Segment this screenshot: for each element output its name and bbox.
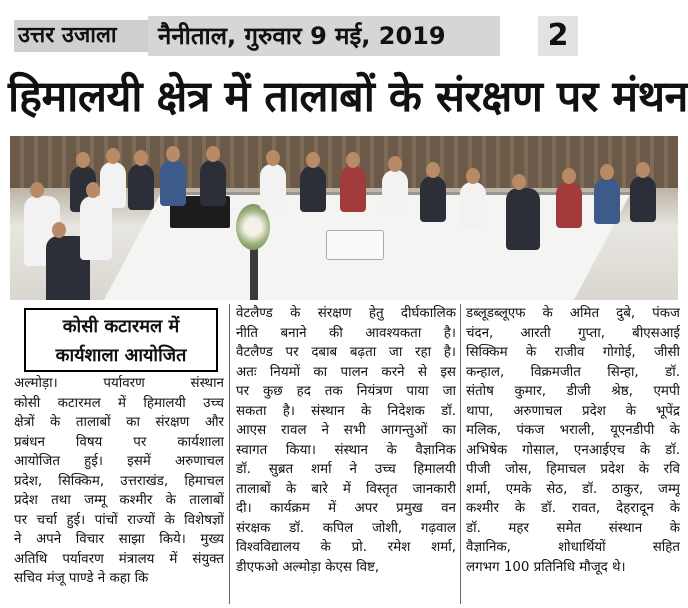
article-line: प्रबंधन विषय पर कार्यशाला [14,434,224,450]
photo-person [630,176,656,222]
article-line: वेटलैण्ड के संरक्षण हेतु दीर्घकालिक [236,306,456,321]
article-line: आयोजित हुई। इसमें अरुणाचल [14,454,224,469]
article-line: पीजी जोस, हिमाचल प्रदेश के रवि [466,462,680,477]
article-line: लगभग 100 प्रतिनिधि मौजूद थे। [466,559,626,575]
article-line: सकता है। संस्थान के निदेशक डॉ. [236,403,456,419]
article-line: अतः नियमों का पालन करने से इस [236,364,456,380]
photo-person [460,182,486,228]
article-column-1 [14,374,224,589]
sub-headline-box [24,308,218,372]
photo-person [594,178,620,224]
photo-person [200,160,226,206]
article-line: मलिक, पंकज भराली, यूएनडीपी के [466,423,680,438]
photo-person [160,160,186,206]
article-line: प्रदेश, सिक्किम, उत्तराखंड, हिमाचल [14,473,224,489]
article-line: शर्मा, एमके सेठ, डॉ. ठाकुर, जम्मू [466,481,680,497]
article-line: डॉ. सुब्रत शर्मा ने उच्च हिमालयी [236,462,456,477]
article-column-2 [236,304,456,577]
workshop-photo [10,136,678,300]
article-line: स्वागत किया। संस्थान के वैज्ञानिक [236,442,456,458]
article-line: संरक्षक डॉ. कपिल जोशी, गढ़वाल [236,520,456,536]
article-line: डॉ. महर समेत संस्थान के [466,520,680,536]
dateline: नैनीताल, गुरुवार 9 मई, 2019 [148,16,500,56]
photo-person [260,164,286,210]
article-line: कन्हाल, विक्रमजीत सिन्हा, डॉ. [466,364,680,380]
article-line: थापा, अरुणाचल प्रदेश के भूपेंद्र [466,403,680,419]
article-line: डीएफओ अल्मोड़ा केएस विष्ट, [236,559,380,575]
article-line: सचिव मंजू पाण्डे ने कहा कि [14,571,149,586]
article-line: कोसी कटारमल में हिमालयी उच्च [14,395,224,411]
article-line: प्रदेश तथा जम्मू कश्मीर के तालाबों [14,493,224,508]
photo-person [300,166,326,212]
photo-person [382,170,408,216]
article-line: सिक्किम के राजीव गोगोई, जीसी [466,345,680,360]
column-divider [229,304,230,604]
article-line: ने अपने विचार साझा किये। मुख्य [14,532,224,547]
article-line: दी। कार्यक्रम में अपर प्रमुख वन [236,501,456,516]
article-line: वैज्ञानिक, शोधार्थियों सहित [466,540,680,555]
newspaper-name: उत्तर उजाला [14,20,148,52]
column-divider [460,304,461,604]
photo-person [80,196,112,260]
article-line: अभिषेक गोसाल, एनआईएच के डॉ. [466,442,680,458]
masthead [8,14,680,58]
article-line: अतिथि पर्यावरण मंत्रालय में संयुक्त [14,551,224,567]
photo-person [420,176,446,222]
article-line: वैटलैण्ड पर दबाब बढ़ता जा रहा है। [236,345,456,360]
article-line: पर कुछ हद तक नियंत्रण पाया जा [236,384,456,399]
sub-headline-line2: कार्यशाला आयोजित [55,345,187,366]
article-line: डब्लूडब्लूएफ के अमित दुबे, पंकज [466,306,680,321]
article-line: विश्वविद्यालय के प्रो. रमेश शर्मा, [236,540,456,555]
page-number: 2 [538,16,578,56]
photo-person [556,182,582,228]
article-line: पर चर्चा हुई। पांचों राज्यों के विशेषज्ञों [14,512,224,528]
sub-headline-line1: कोसी कटारमल में [62,316,180,337]
photo-person [128,164,154,210]
photo-person [340,166,366,212]
article-line: कश्मीर के डॉ. रावत, देहरादून के [466,501,680,516]
article-line: आएस रावल ने सभी आगन्तुओं का [236,423,456,438]
article-line: क्षेत्रों के तालाबों का संरक्षण और [14,415,224,430]
article-line: संतोष कुमार, डीजी श्रेष्ठ, एमपी [466,384,680,399]
photo-person [506,188,540,250]
article-column-3 [466,304,680,577]
article-line: चंदन, आरती गुप्ता, बीएसआई [466,325,680,341]
article-line: तालाबों के बारे में विस्तृत जानकारी [236,481,456,497]
article-line: नीति बनाने की आवश्यकता है। [236,325,456,341]
headline: हिमालयी क्षेत्र में तालाबों के संरक्षण पर मंथन [8,72,688,122]
photo-flower-vase [236,204,270,300]
photo-projector [326,230,384,260]
article-line: अल्मोड़ा। पर्यावरण संस्थान [14,376,224,391]
